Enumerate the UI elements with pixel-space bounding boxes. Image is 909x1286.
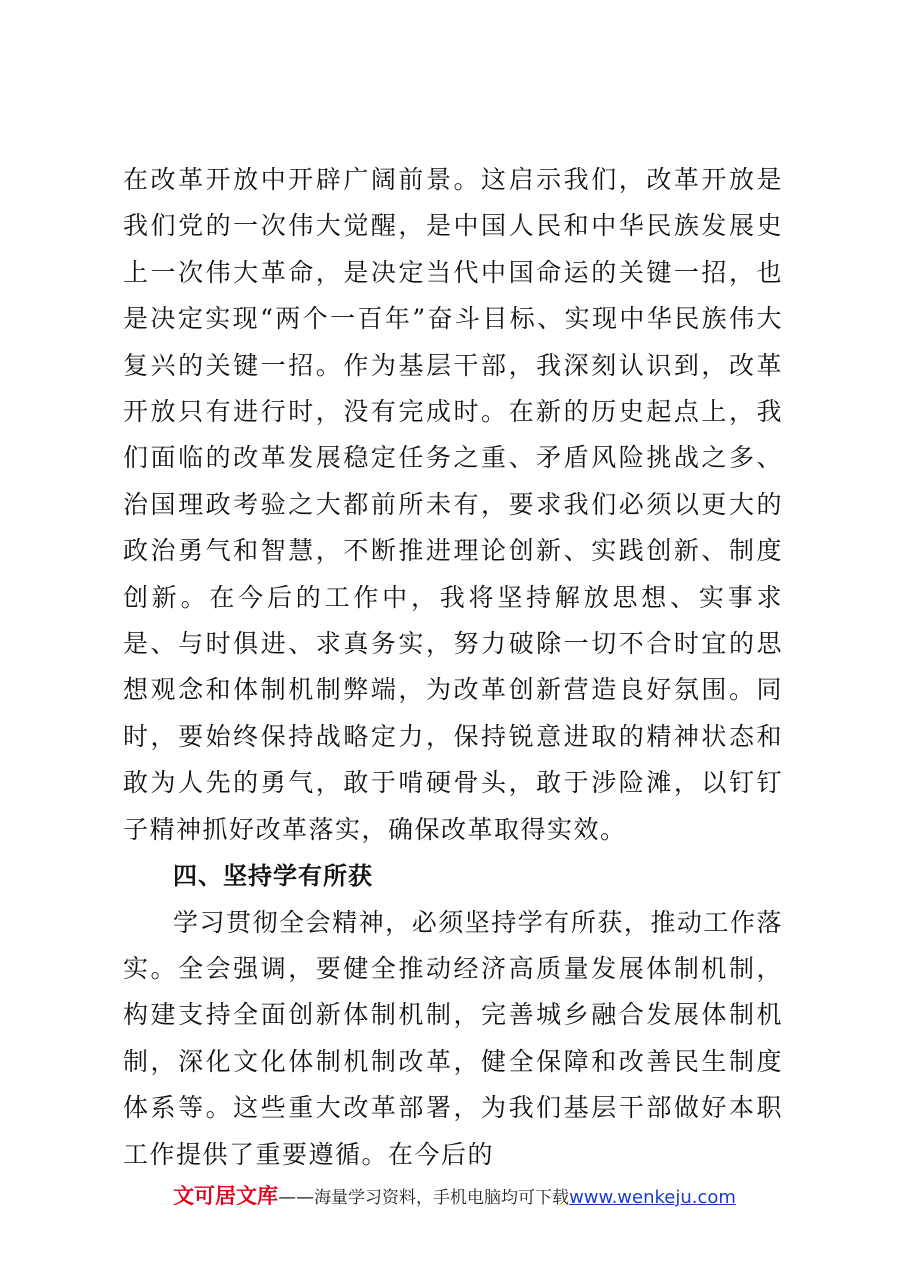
body-paragraph: 学习贯彻全会精神，必须坚持学有所获，推动工作落实。全会强调，要健全推动经济高质量发展体制机制，构建支持全面创新体制机制，完善城乡融合发展体制机制，深化文化体制机制改革，健全保障和改善民生制度体系等。这些重大改革部署，为我们基层干部做好本职工作提供了重要遵循。在今后的 [123,907,783,1169]
footer-dash: —— [278,1187,315,1208]
body-paragraph: 在改革开放中开辟广阔前景。这启示我们，改革开放是我们党的一次伟大觉醒，是中国人民和中华民族发展史上一次伟大革命，是决定当代中国命运的关键一招，也是决定实现“两个一百年”奋斗目标、实现中华民族伟大复兴的关键一招。作为基层干部，我深刻认识到，改革开放只有进行时，没有完成时。在新的历史起点上，我们面临的改革发展稳定任务之重、矛盾风险挑战之多、治国理政考验之大都前所未有，要求我们必须以更大的政治勇气和智慧，不断推进理论创新、实践创新、制度创新。在今后的工作中，我将坚持解放思想、实事求是、与时俱进、求真务实，努力破除一切不合时宜的思想观念和体制机制弊端，为改革创新营造良好氛围。同时，要始终保持战略定力，保持锐意进取的精神状态和敢为人先的勇气，敢于啃硬骨头，敢于涉险滩，以钉钉子精神抓好改革落实，确保改革取得实效。 [123,165,783,844]
section-heading: 四、坚持学有所获 [173,862,373,891]
footer-brand: 文可居文库 [173,1184,279,1208]
document-body [123,157,783,1178]
footer-tagline: 海量学习资料，手机电脑均可下载 [314,1188,570,1208]
footer-website-link[interactable]: www.wenkeju.com [569,1187,736,1208]
page-footer [0,1180,909,1210]
